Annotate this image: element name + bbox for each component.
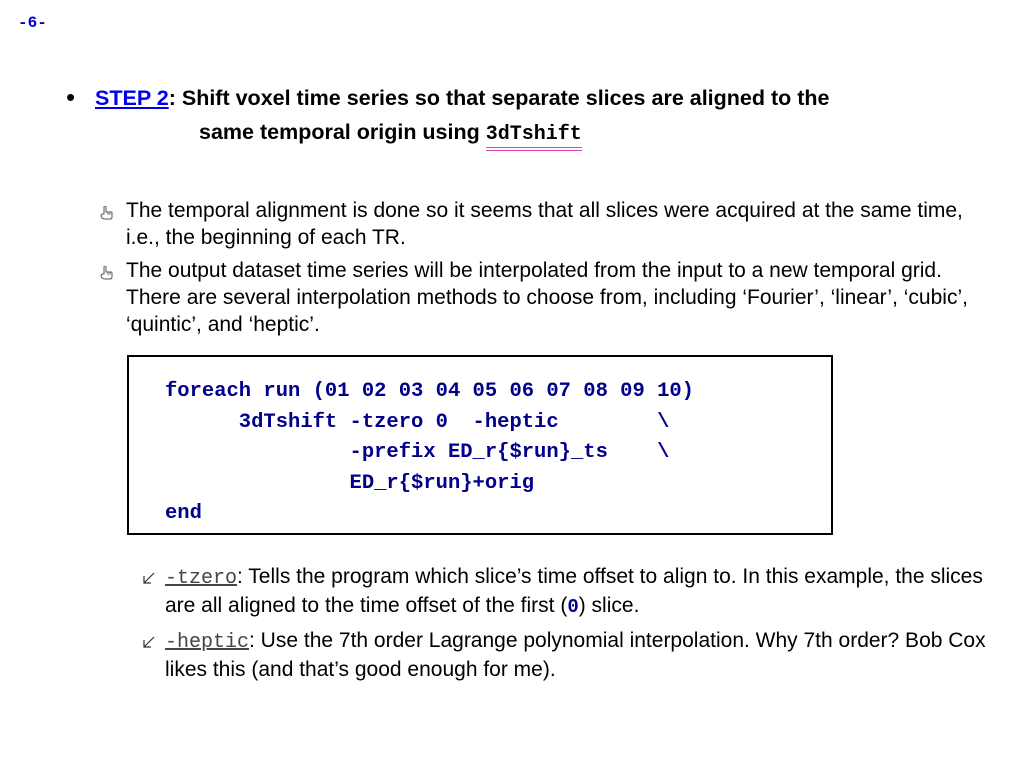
bullet-text: The temporal alignment is done so it seems that all slices were acquired at the same time, i.e., the beginning of each TR. xyxy=(126,199,963,249)
step-title-text-2: same temporal origin using xyxy=(199,120,480,144)
page-number: -6- xyxy=(18,14,47,32)
option-text: : Tells the program which slice’s time offset to align to. In this example, the slices are all aligned to the time offset of the first ( xyxy=(165,565,983,617)
bullet-text: The output dataset time series will be interpolated from the input to a new temporal grid. There are several interpolation methods to choose from, including ‘Fourier’, ‘linear’, ‘cubic’, ‘quintic’, and ‘heptic’. xyxy=(126,259,968,336)
list-item xyxy=(98,257,988,338)
command-name: 3dTshift xyxy=(486,123,582,151)
step-separator: : xyxy=(168,86,176,110)
code-box xyxy=(127,355,833,535)
step-link[interactable]: STEP 2 xyxy=(95,86,169,110)
arrow-down-left-icon xyxy=(142,635,156,649)
hand-pointer-icon xyxy=(100,206,114,220)
option-value: 0 xyxy=(567,596,579,618)
option-text: : Use the 7th order Lagrange polynomial interpolation. Why 7th order? Bob Cox likes this (and that’s good enough for me). xyxy=(165,629,986,681)
code-line: -prefix ED_r{$run}_ts \ xyxy=(165,441,670,464)
bullet-list xyxy=(98,197,988,344)
list-item xyxy=(98,197,988,251)
step-title-line1 xyxy=(95,86,830,111)
option-text-end: ) slice. xyxy=(578,594,640,617)
option-flag-heptic: -heptic xyxy=(165,631,250,654)
hand-pointer-icon xyxy=(100,266,114,280)
code-line: 3dTshift -tzero 0 -heptic \ xyxy=(165,410,670,434)
code-line: foreach run (01 02 03 04 05 06 07 08 09 10) xyxy=(165,380,694,403)
option-item-heptic xyxy=(142,627,992,683)
code-block xyxy=(165,377,694,530)
step-title-text: Shift voxel time series so that separate slices are aligned to the xyxy=(181,86,830,110)
option-flag-tzero: -tzero xyxy=(165,567,238,590)
option-item-tzero xyxy=(142,563,992,621)
option-list xyxy=(142,563,992,689)
arrow-down-left-icon xyxy=(142,571,156,585)
step-title-line2 xyxy=(199,120,582,146)
bullet-dot: • xyxy=(66,82,76,112)
code-line: end xyxy=(165,502,202,525)
code-line: ED_r{$run}+orig xyxy=(165,471,535,495)
